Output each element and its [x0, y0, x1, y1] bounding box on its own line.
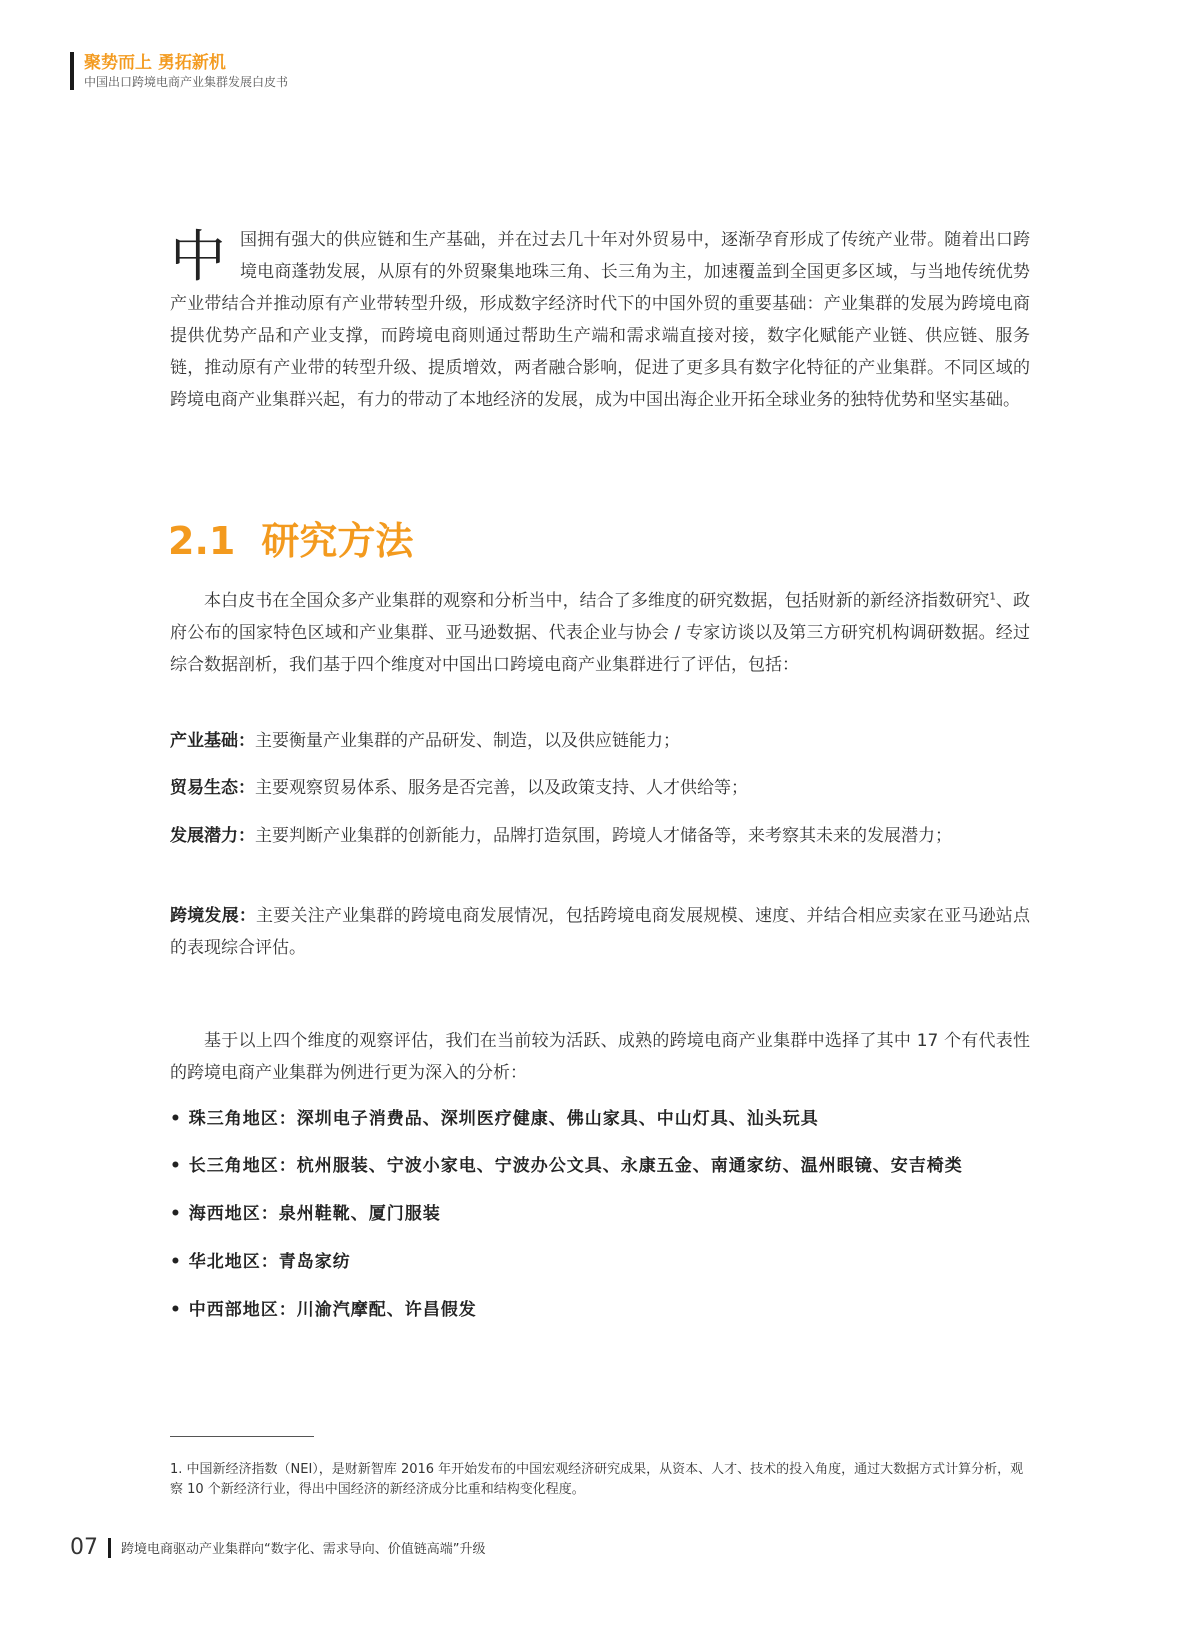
- footer-divider: [108, 1538, 111, 1558]
- section-number: 2.1: [168, 519, 236, 563]
- intro-text: 国拥有强大的供应链和生产基础，并在过去几十年对外贸易中，逐渐孕育形成了传统产业带。随着出口跨境电商蓬勃发展，从原有的外贸聚集地珠三角、长三角为主，加速覆盖到全国更多区域，与当地传统优势产业带结合并推动原有产业带转型升级，形成数字经济时代下的中国外贸的重要基础：产业集群的发展为跨境电商提供优势产品和产业支撑，而跨境电商则通过帮助生产端和需求端直接对接，数字化赋能产业链、供应链、服务链，推动原有产业带的转型升级、提质增效，两者融合影响，促进了更多具有数字化特征的产业集群。不同区域的跨境电商产业集群兴起，有力的带动了本地经济的发展，成为中国出海企业开拓全球业务的独特优势和坚实基础。: [170, 230, 1030, 410]
- footnote-divider: [170, 1436, 314, 1437]
- dimension-item: [170, 900, 1030, 964]
- dimension-term: 贸易生态：: [170, 778, 255, 798]
- dimension-term: 发展潜力：: [170, 826, 255, 846]
- intro-paragraph: [170, 224, 1030, 416]
- footer-text: 跨境电商驱动产业集群向“数字化、需求导向、价值链高端”升级: [121, 1542, 486, 1557]
- dimension-item: [170, 772, 1030, 804]
- region-list-item: • 海西地区：泉州鞋靴、厦门服装: [170, 1204, 441, 1224]
- section-title: 研究方法: [261, 519, 414, 563]
- region-list-item: • 中西部地区：川渝汽摩配、许昌假发: [170, 1300, 477, 1320]
- selection-paragraph: 基于以上四个维度的观察评估，我们在当前较为活跃、成熟的跨境电商产业集群中选择了其中 17 个有代表性的跨境电商产业集群为例进行更为深入的分析：: [170, 1031, 1030, 1083]
- page-footer: [70, 1535, 485, 1560]
- header-title: 聚势而上 勇拓新机: [84, 53, 226, 73]
- header-subtitle: 中国出口跨境电商产业集群发展白皮书: [84, 75, 289, 89]
- footnote: 1. 中国新经济指数（NEI），是财新智库 2016 年开始发布的中国宏观经济研究成果，从资本、人才、技术的投入角度，通过大数据方式计算分析，观察 10 个新经济行业，得出中国经济的新经济成分比重和结构变化程度。: [170, 1462, 1024, 1497]
- footnote-ref[interactable]: 1: [989, 591, 996, 603]
- dropcap: 中: [170, 225, 226, 290]
- method-text-a: 本白皮书在全国众多产业集群的观察和分析当中，结合了多维度的研究数据，包括财新的新经济指数研究: [204, 591, 990, 611]
- region-list-item: • 长三角地区：杭州服装、宁波小家电、宁波办公文具、永康五金、南通家纺、温州眼镜、安吉椅类: [170, 1156, 963, 1176]
- dimension-item: [170, 820, 1030, 852]
- dimension-text: 主要观察贸易体系、服务是否完善，以及政策支持、人才供给等；: [255, 778, 748, 798]
- dimension-term: 产业基础：: [170, 731, 255, 751]
- method-text-b: 、政府公布的国家特色区域和产业集群、亚马逊数据、代表企业与协会 / 专家访谈以及第三方研究机构调研数据。经过综合数据剖析，我们基于四个维度对中国出口跨境电商产业集群进行了评估，包括：: [170, 591, 1031, 675]
- region-list-item: • 珠三角地区：深圳电子消费品、深圳医疗健康、佛山家具、中山灯具、汕头玩具: [170, 1109, 819, 1129]
- page-number: 07: [70, 1535, 98, 1560]
- method-paragraph: [170, 585, 1030, 681]
- section-heading: [168, 516, 413, 566]
- dimension-text: 主要关注产业集群的跨境电商发展情况，包括跨境电商发展规模、速度、并结合相应卖家在亚马逊站点的表现综合评估。: [170, 906, 1031, 958]
- dimension-item: [170, 725, 1030, 757]
- dimension-text: 主要判断产业集群的创新能力，品牌打造氛围，跨境人才储备等，来考察其未来的发展潜力；: [255, 826, 952, 846]
- dimension-text: 主要衡量产业集群的产品研发、制造，以及供应链能力；: [255, 731, 680, 751]
- running-header: [70, 52, 288, 90]
- dimension-term: 跨境发展：: [170, 906, 257, 926]
- region-list-item: • 华北地区：青岛家纺: [170, 1252, 351, 1272]
